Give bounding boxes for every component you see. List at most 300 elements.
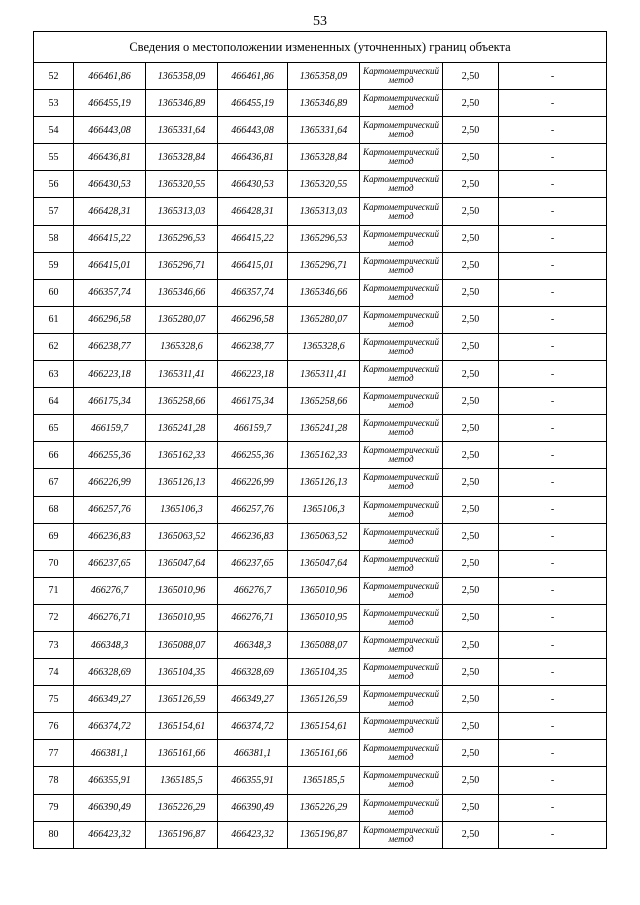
existing-x-cell: 466374,72 <box>74 713 146 740</box>
existing-x-cell: 466348,3 <box>74 631 146 658</box>
table-row <box>34 415 607 442</box>
method-text: Картометрический <box>362 336 439 347</box>
note-cell: - <box>499 252 607 279</box>
table-row <box>34 117 607 144</box>
point-number-cell: 78 <box>34 767 74 794</box>
refined-x-cell: 466390,49 <box>218 794 288 821</box>
point-number-cell: 76 <box>34 713 74 740</box>
method-text: Картометрический <box>362 391 439 402</box>
method-cell <box>360 604 443 631</box>
table-row <box>34 577 607 604</box>
precision-cell: 2,50 <box>443 442 499 469</box>
precision-cell: 2,50 <box>443 415 499 442</box>
precision-cell: 2,50 <box>443 117 499 144</box>
method-cell <box>360 550 443 577</box>
note-cell: - <box>499 577 607 604</box>
method-cell <box>360 469 443 496</box>
existing-x-cell: 466296,58 <box>74 306 146 333</box>
existing-y-cell: 1365346,89 <box>146 90 218 117</box>
refined-y-cell: 1365328,6 <box>288 333 360 360</box>
refined-y-cell: 1365010,96 <box>288 577 360 604</box>
existing-x-cell: 466436,81 <box>74 144 146 171</box>
refined-y-cell: 1365126,13 <box>288 469 360 496</box>
table-row <box>34 550 607 577</box>
point-number-cell: 59 <box>34 252 74 279</box>
method-text: Картометрический <box>362 364 439 375</box>
point-number-cell: 67 <box>34 469 74 496</box>
method-text: метод <box>388 725 414 736</box>
existing-y-cell: 1365331,64 <box>146 117 218 144</box>
existing-x-cell: 466226,99 <box>74 469 146 496</box>
existing-y-cell: 1365328,6 <box>146 333 218 360</box>
method-text: Картометрический <box>362 635 439 646</box>
existing-x-cell: 466455,19 <box>74 90 146 117</box>
method-text: метод <box>388 752 414 763</box>
existing-x-cell: 466415,01 <box>74 252 146 279</box>
existing-y-cell: 1365104,35 <box>146 659 218 686</box>
precision-cell: 2,50 <box>443 686 499 713</box>
table-row <box>34 740 607 767</box>
method-text: метод <box>388 318 414 329</box>
refined-y-cell: 1365185,5 <box>288 767 360 794</box>
point-number-cell: 58 <box>34 225 74 252</box>
method-text: Картометрический <box>362 445 439 456</box>
existing-y-cell: 1365088,07 <box>146 631 218 658</box>
existing-y-cell: 1365258,66 <box>146 388 218 415</box>
precision-cell: 2,50 <box>443 333 499 360</box>
method-text: метод <box>388 806 414 817</box>
method-text: Картометрический <box>362 824 439 835</box>
refined-x-cell: 466381,1 <box>218 740 288 767</box>
method-cell <box>360 442 443 469</box>
existing-x-cell: 466390,49 <box>74 794 146 821</box>
precision-cell: 2,50 <box>443 198 499 225</box>
note-cell: - <box>499 144 607 171</box>
existing-y-cell: 1365311,41 <box>146 361 218 388</box>
note-cell: - <box>499 821 607 848</box>
note-cell: - <box>499 686 607 713</box>
method-cell <box>360 740 443 767</box>
method-text: метод <box>388 75 414 86</box>
existing-y-cell: 1365063,52 <box>146 523 218 550</box>
precision-cell: 2,50 <box>443 821 499 848</box>
method-cell <box>360 252 443 279</box>
coordinates-table <box>33 31 607 849</box>
refined-x-cell: 466455,19 <box>218 90 288 117</box>
precision-cell: 2,50 <box>443 740 499 767</box>
table-row <box>34 144 607 171</box>
table-row <box>34 63 607 90</box>
method-text: метод <box>388 291 414 302</box>
existing-x-cell: 466257,76 <box>74 496 146 523</box>
page-number: 53 <box>313 14 327 29</box>
refined-x-cell: 466223,18 <box>218 361 288 388</box>
refined-x-cell: 466428,31 <box>218 198 288 225</box>
refined-y-cell: 1365331,64 <box>288 117 360 144</box>
refined-y-cell: 1365126,59 <box>288 686 360 713</box>
point-number-cell: 63 <box>34 361 74 388</box>
existing-x-cell: 466430,53 <box>74 171 146 198</box>
precision-cell: 2,50 <box>443 388 499 415</box>
refined-y-cell: 1365296,53 <box>288 225 360 252</box>
method-text: Картометрический <box>362 147 439 158</box>
method-text: метод <box>388 644 414 655</box>
note-cell: - <box>499 604 607 631</box>
refined-y-cell: 1365010,95 <box>288 604 360 631</box>
method-text: Картометрический <box>362 255 439 266</box>
refined-y-cell: 1365313,03 <box>288 198 360 225</box>
note-cell: - <box>499 442 607 469</box>
method-cell <box>360 90 443 117</box>
note-cell: - <box>499 388 607 415</box>
refined-y-cell: 1365162,33 <box>288 442 360 469</box>
existing-y-cell: 1365154,61 <box>146 713 218 740</box>
note-cell: - <box>499 171 607 198</box>
method-text: метод <box>388 562 414 573</box>
point-number-cell: 56 <box>34 171 74 198</box>
precision-cell: 2,50 <box>443 279 499 306</box>
refined-y-cell: 1365280,07 <box>288 306 360 333</box>
method-cell <box>360 496 443 523</box>
method-cell <box>360 225 443 252</box>
method-text: Картометрический <box>362 201 439 212</box>
refined-x-cell: 466355,91 <box>218 767 288 794</box>
method-text: Картометрический <box>362 418 439 429</box>
existing-y-cell: 1365296,53 <box>146 225 218 252</box>
table-row <box>34 252 607 279</box>
refined-x-cell: 466276,7 <box>218 577 288 604</box>
refined-y-cell: 1365106,3 <box>288 496 360 523</box>
method-text: Картометрический <box>362 689 439 700</box>
refined-x-cell: 466443,08 <box>218 117 288 144</box>
refined-y-cell: 1365241,28 <box>288 415 360 442</box>
point-number-cell: 60 <box>34 279 74 306</box>
existing-x-cell: 466238,77 <box>74 333 146 360</box>
point-number-cell: 64 <box>34 388 74 415</box>
point-number-cell: 55 <box>34 144 74 171</box>
precision-cell: 2,50 <box>443 90 499 117</box>
method-cell <box>360 767 443 794</box>
refined-x-cell: 466415,22 <box>218 225 288 252</box>
refined-x-cell: 466257,76 <box>218 496 288 523</box>
method-text: метод <box>388 373 414 384</box>
table-row <box>34 631 607 658</box>
table-row <box>34 361 607 388</box>
refined-y-cell: 1365258,66 <box>288 388 360 415</box>
existing-y-cell: 1365346,66 <box>146 279 218 306</box>
table-row <box>34 442 607 469</box>
method-text: Картометрический <box>362 607 439 618</box>
method-text: метод <box>388 156 414 167</box>
existing-x-cell: 466159,7 <box>74 415 146 442</box>
method-text: Картометрический <box>362 743 439 754</box>
note-cell: - <box>499 306 607 333</box>
existing-y-cell: 1365296,71 <box>146 252 218 279</box>
existing-x-cell: 466461,86 <box>74 63 146 90</box>
method-cell <box>360 577 443 604</box>
note-cell: - <box>499 198 607 225</box>
method-cell <box>360 117 443 144</box>
table-row <box>34 333 607 360</box>
method-text: метод <box>388 535 414 546</box>
table-row <box>34 821 607 848</box>
refined-x-cell: 466236,83 <box>218 523 288 550</box>
precision-cell: 2,50 <box>443 631 499 658</box>
note-cell: - <box>499 361 607 388</box>
refined-x-cell: 466436,81 <box>218 144 288 171</box>
existing-y-cell: 1365280,07 <box>146 306 218 333</box>
method-text: метод <box>388 210 414 221</box>
point-number-cell: 61 <box>34 306 74 333</box>
precision-cell: 2,50 <box>443 550 499 577</box>
note-cell: - <box>499 279 607 306</box>
method-text: метод <box>388 264 414 275</box>
refined-y-cell: 1365358,09 <box>288 63 360 90</box>
method-cell <box>360 171 443 198</box>
note-cell: - <box>499 90 607 117</box>
refined-y-cell: 1365296,71 <box>288 252 360 279</box>
note-cell: - <box>499 713 607 740</box>
note-cell: - <box>499 550 607 577</box>
existing-y-cell: 1365162,33 <box>146 442 218 469</box>
existing-y-cell: 1365106,3 <box>146 496 218 523</box>
note-cell: - <box>499 117 607 144</box>
existing-y-cell: 1365126,59 <box>146 686 218 713</box>
precision-cell: 2,50 <box>443 225 499 252</box>
refined-y-cell: 1365161,66 <box>288 740 360 767</box>
refined-x-cell: 466423,32 <box>218 821 288 848</box>
refined-y-cell: 1365104,35 <box>288 659 360 686</box>
note-cell: - <box>499 767 607 794</box>
refined-x-cell: 466349,27 <box>218 686 288 713</box>
method-text: метод <box>388 508 414 519</box>
refined-x-cell: 466226,99 <box>218 469 288 496</box>
method-cell <box>360 198 443 225</box>
point-number-cell: 57 <box>34 198 74 225</box>
refined-x-cell: 466374,72 <box>218 713 288 740</box>
method-cell <box>360 794 443 821</box>
point-number-cell: 69 <box>34 523 74 550</box>
refined-y-cell: 1365088,07 <box>288 631 360 658</box>
existing-x-cell: 466428,31 <box>74 198 146 225</box>
existing-y-cell: 1365010,95 <box>146 604 218 631</box>
precision-cell: 2,50 <box>443 794 499 821</box>
method-text: метод <box>388 698 414 709</box>
existing-x-cell: 466175,34 <box>74 388 146 415</box>
existing-y-cell: 1365047,64 <box>146 550 218 577</box>
existing-x-cell: 466349,27 <box>74 686 146 713</box>
table-row <box>34 767 607 794</box>
refined-x-cell: 466238,77 <box>218 333 288 360</box>
method-text: Картометрический <box>362 120 439 131</box>
table-caption: Сведения о местоположении измененных (уточненных) границ объекта <box>34 32 607 63</box>
point-number-cell: 80 <box>34 821 74 848</box>
precision-cell: 2,50 <box>443 144 499 171</box>
point-number-cell: 68 <box>34 496 74 523</box>
refined-x-cell: 466296,58 <box>218 306 288 333</box>
precision-cell: 2,50 <box>443 604 499 631</box>
precision-cell: 2,50 <box>443 361 499 388</box>
method-text: метод <box>388 237 414 248</box>
method-cell <box>360 713 443 740</box>
point-number-cell: 52 <box>34 63 74 90</box>
method-cell <box>360 388 443 415</box>
existing-y-cell: 1365313,03 <box>146 198 218 225</box>
method-text: Картометрический <box>362 282 439 293</box>
method-text: Картометрический <box>362 499 439 510</box>
method-text: метод <box>388 616 414 627</box>
point-number-cell: 71 <box>34 577 74 604</box>
refined-y-cell: 1365346,89 <box>288 90 360 117</box>
table-row <box>34 198 607 225</box>
existing-x-cell: 466355,91 <box>74 767 146 794</box>
method-text: метод <box>388 183 414 194</box>
note-cell: - <box>499 63 607 90</box>
caption-row <box>34 32 607 63</box>
note-cell: - <box>499 333 607 360</box>
refined-x-cell: 466159,7 <box>218 415 288 442</box>
existing-x-cell: 466328,69 <box>74 659 146 686</box>
method-text: Картометрический <box>362 580 439 591</box>
method-text: метод <box>388 833 414 844</box>
note-cell: - <box>499 794 607 821</box>
existing-x-cell: 466357,74 <box>74 279 146 306</box>
method-cell <box>360 523 443 550</box>
existing-x-cell: 466415,22 <box>74 225 146 252</box>
refined-y-cell: 1365196,87 <box>288 821 360 848</box>
precision-cell: 2,50 <box>443 577 499 604</box>
refined-x-cell: 466255,36 <box>218 442 288 469</box>
table-row <box>34 388 607 415</box>
note-cell: - <box>499 631 607 658</box>
method-text: метод <box>388 454 414 465</box>
method-text: Картометрический <box>362 662 439 673</box>
point-number-cell: 77 <box>34 740 74 767</box>
existing-x-cell: 466236,83 <box>74 523 146 550</box>
method-text: Картометрический <box>362 93 439 104</box>
existing-x-cell: 466223,18 <box>74 361 146 388</box>
precision-cell: 2,50 <box>443 171 499 198</box>
table-row <box>34 713 607 740</box>
point-number-cell: 62 <box>34 333 74 360</box>
existing-x-cell: 466276,71 <box>74 604 146 631</box>
table-row <box>34 469 607 496</box>
refined-y-cell: 1365320,55 <box>288 171 360 198</box>
method-cell <box>360 659 443 686</box>
method-text: Картометрический <box>362 770 439 781</box>
table-row <box>34 523 607 550</box>
method-text: Картометрический <box>362 228 439 239</box>
precision-cell: 2,50 <box>443 469 499 496</box>
refined-x-cell: 466357,74 <box>218 279 288 306</box>
existing-y-cell: 1365196,87 <box>146 821 218 848</box>
refined-x-cell: 466175,34 <box>218 388 288 415</box>
method-text: метод <box>388 345 414 356</box>
existing-y-cell: 1365226,29 <box>146 794 218 821</box>
method-cell <box>360 821 443 848</box>
refined-y-cell: 1365226,29 <box>288 794 360 821</box>
refined-y-cell: 1365346,66 <box>288 279 360 306</box>
method-text: Картометрический <box>362 472 439 483</box>
precision-cell: 2,50 <box>443 523 499 550</box>
method-text: Картометрический <box>362 309 439 320</box>
method-text: метод <box>388 671 414 682</box>
method-text: Картометрический <box>362 553 439 564</box>
precision-cell: 2,50 <box>443 496 499 523</box>
method-text: Картометрический <box>362 716 439 727</box>
point-number-cell: 79 <box>34 794 74 821</box>
note-cell: - <box>499 415 607 442</box>
precision-cell: 2,50 <box>443 767 499 794</box>
method-text: метод <box>388 102 414 113</box>
precision-cell: 2,50 <box>443 306 499 333</box>
method-text: метод <box>388 481 414 492</box>
refined-x-cell: 466276,71 <box>218 604 288 631</box>
table-row <box>34 225 607 252</box>
method-cell <box>360 63 443 90</box>
refined-y-cell: 1365047,64 <box>288 550 360 577</box>
existing-y-cell: 1365241,28 <box>146 415 218 442</box>
existing-x-cell: 466255,36 <box>74 442 146 469</box>
refined-y-cell: 1365154,61 <box>288 713 360 740</box>
note-cell: - <box>499 659 607 686</box>
method-text: метод <box>388 129 414 140</box>
table-row <box>34 794 607 821</box>
refined-x-cell: 466461,86 <box>218 63 288 90</box>
refined-x-cell: 466430,53 <box>218 171 288 198</box>
method-cell <box>360 333 443 360</box>
point-number-cell: 70 <box>34 550 74 577</box>
refined-x-cell: 466328,69 <box>218 659 288 686</box>
table-row <box>34 306 607 333</box>
existing-x-cell: 466423,32 <box>74 821 146 848</box>
method-text: метод <box>388 400 414 411</box>
method-cell <box>360 279 443 306</box>
point-number-cell: 74 <box>34 659 74 686</box>
point-number-cell: 65 <box>34 415 74 442</box>
table-row <box>34 279 607 306</box>
note-cell: - <box>499 225 607 252</box>
note-cell: - <box>499 496 607 523</box>
method-text: метод <box>388 589 414 600</box>
table-row <box>34 686 607 713</box>
method-cell <box>360 361 443 388</box>
method-cell <box>360 415 443 442</box>
note-cell: - <box>499 523 607 550</box>
refined-y-cell: 1365328,84 <box>288 144 360 171</box>
point-number-cell: 72 <box>34 604 74 631</box>
table-row <box>34 604 607 631</box>
existing-x-cell: 466276,7 <box>74 577 146 604</box>
table-row <box>34 496 607 523</box>
refined-x-cell: 466237,65 <box>218 550 288 577</box>
method-text: Картометрический <box>362 66 439 77</box>
existing-y-cell: 1365185,5 <box>146 767 218 794</box>
method-cell <box>360 631 443 658</box>
existing-y-cell: 1365358,09 <box>146 63 218 90</box>
method-text: Картометрический <box>362 526 439 537</box>
point-number-cell: 54 <box>34 117 74 144</box>
existing-y-cell: 1365320,55 <box>146 171 218 198</box>
method-text: Картометрический <box>362 797 439 808</box>
existing-x-cell: 466443,08 <box>74 117 146 144</box>
table-row <box>34 171 607 198</box>
table-row <box>34 659 607 686</box>
method-cell <box>360 306 443 333</box>
existing-y-cell: 1365328,84 <box>146 144 218 171</box>
table-row <box>34 90 607 117</box>
refined-x-cell: 466348,3 <box>218 631 288 658</box>
